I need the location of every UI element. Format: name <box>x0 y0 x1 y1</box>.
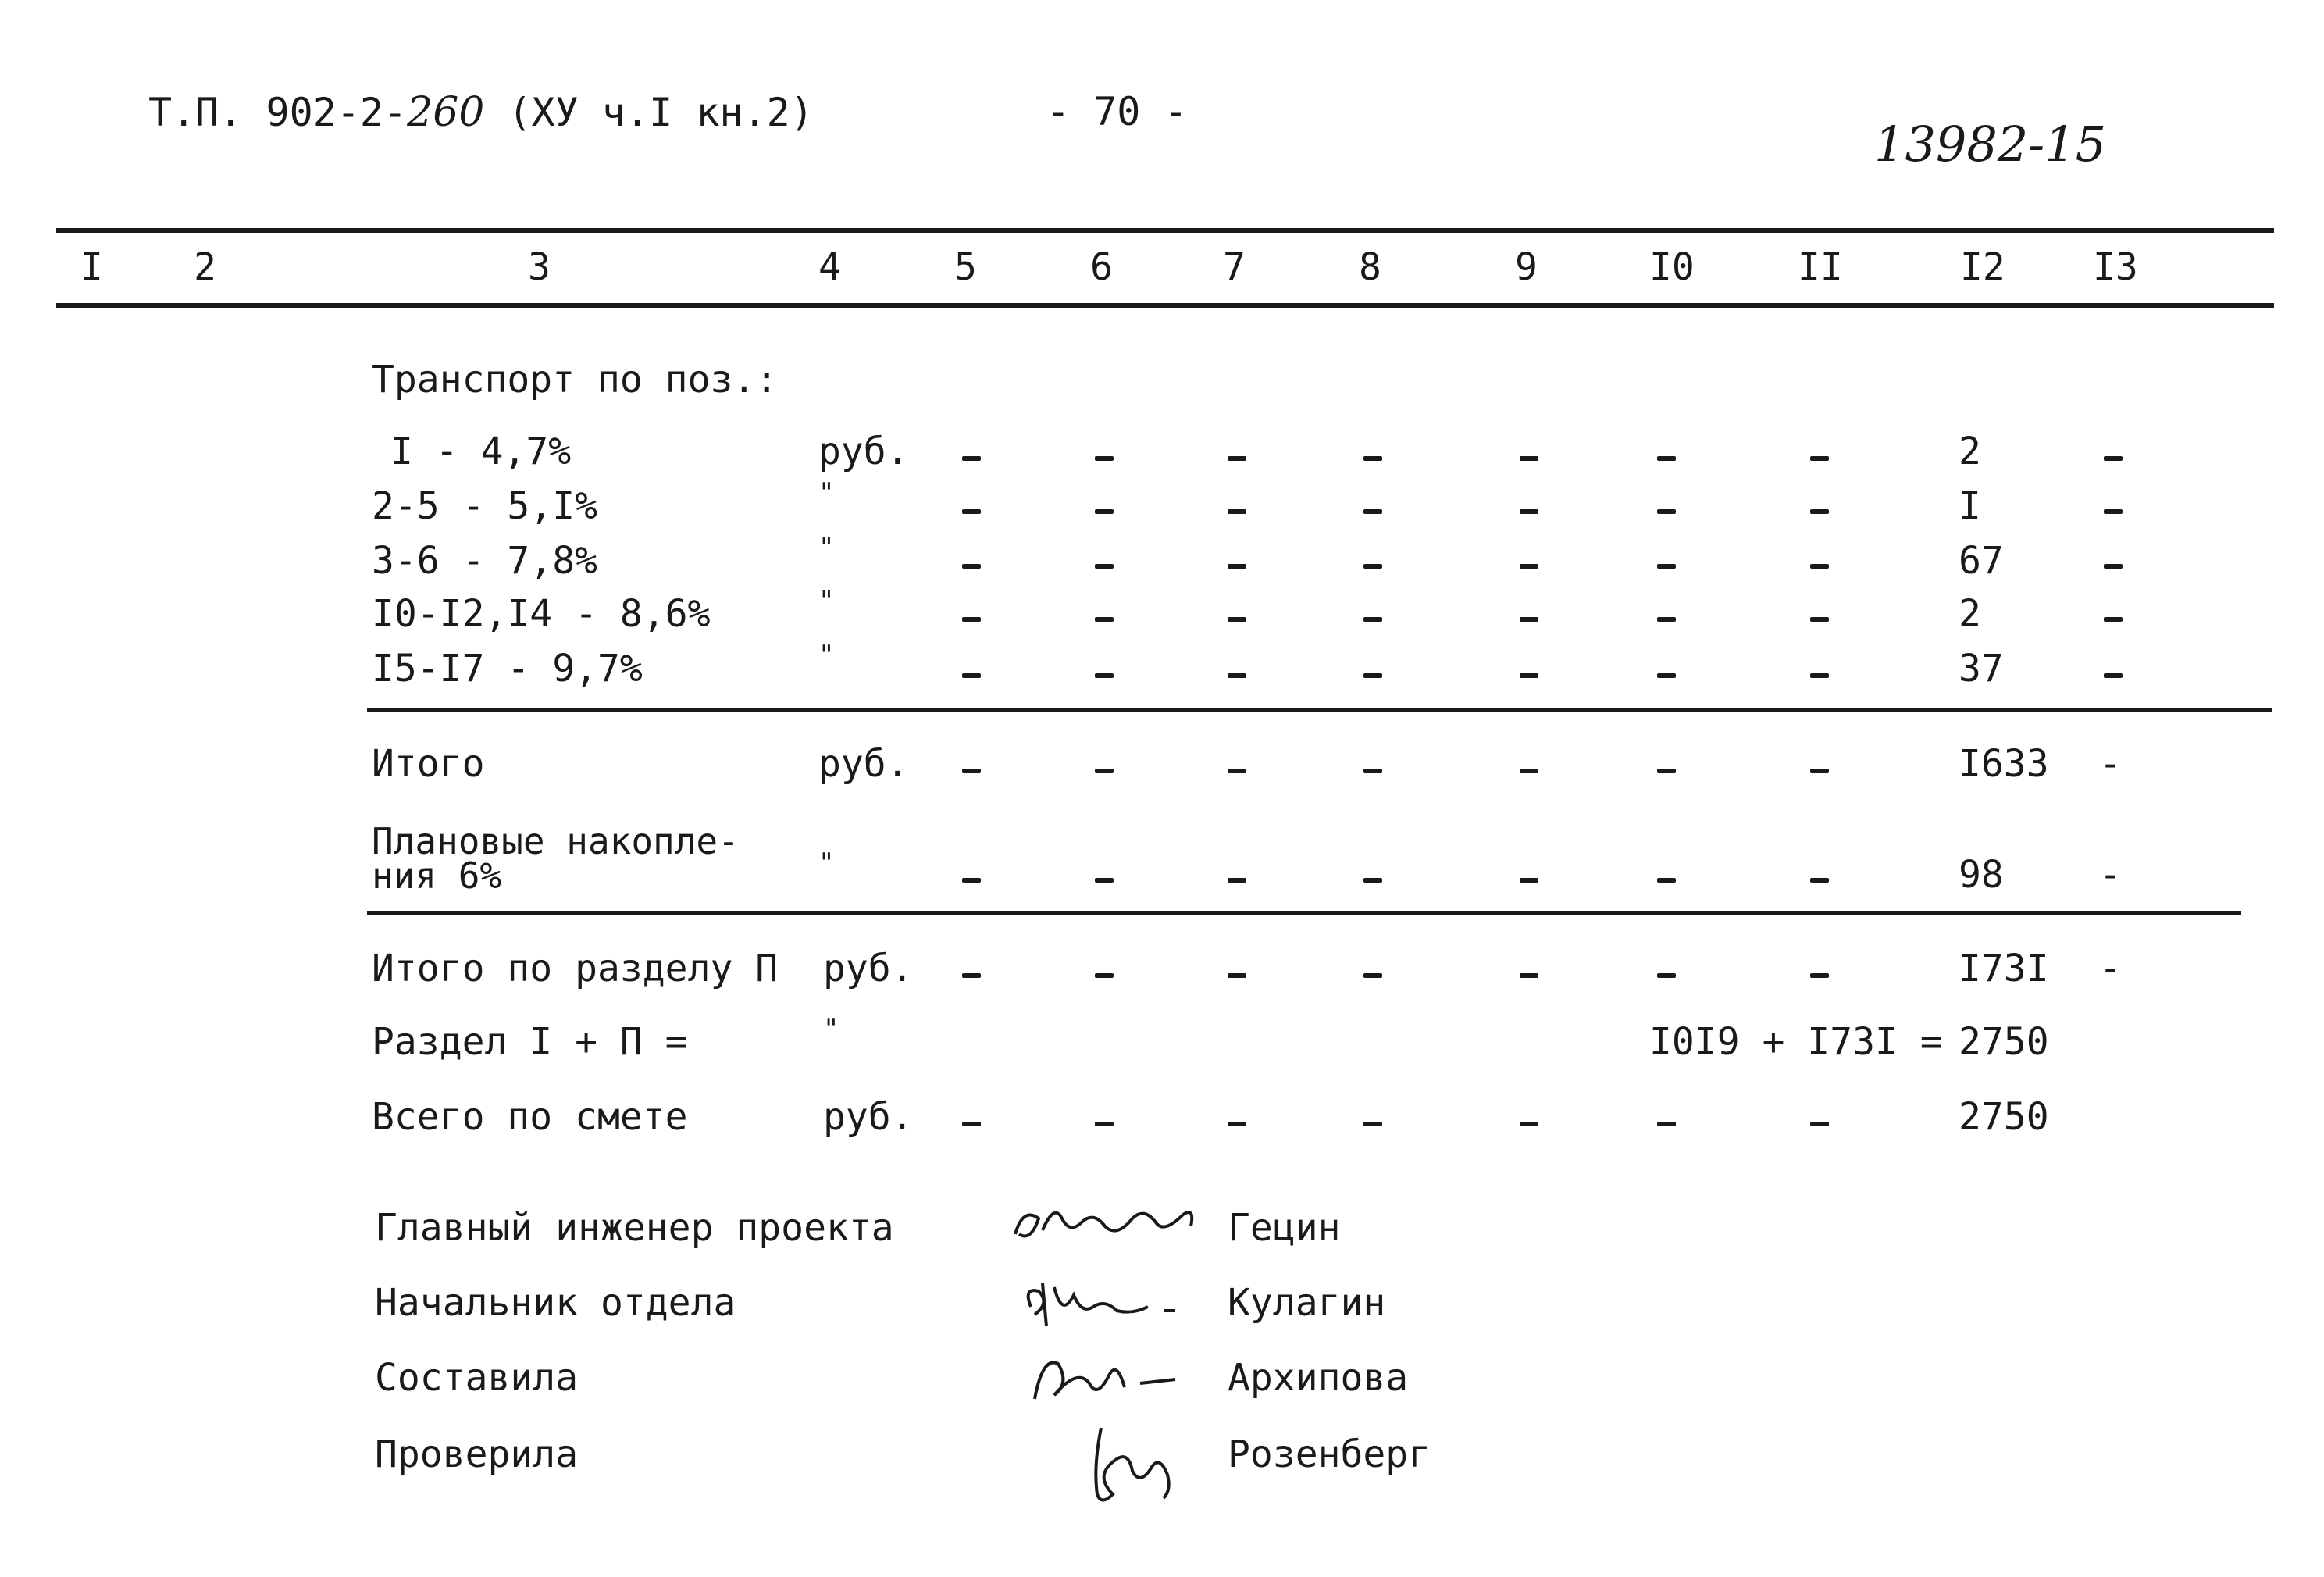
dash-mark <box>962 564 981 569</box>
dash-mark <box>1520 769 1538 773</box>
row-label: Итого по разделу П <box>372 947 779 990</box>
doc-suffix: (ХУ ч.I кн.2) <box>484 90 814 135</box>
dash-mark <box>1363 769 1382 773</box>
column-header: 2 <box>194 245 216 289</box>
dash-mark <box>1520 509 1538 514</box>
signature-role: Составила <box>375 1356 579 1400</box>
column-header: 5 <box>954 245 977 289</box>
transport-heading: Транспорт по поз.: <box>372 358 779 401</box>
row-col12: 2750 <box>1959 1020 2049 1064</box>
doc-prefix: Т.П. 902-2- <box>148 90 408 135</box>
doc-number-handwritten: 260 <box>407 89 485 136</box>
document-code <box>148 89 814 136</box>
dash-mark <box>962 456 981 461</box>
dash-mark <box>1095 1122 1114 1126</box>
dash-mark <box>1520 878 1538 883</box>
column-header: 7 <box>1223 245 1246 289</box>
row-unit: руб. <box>818 742 909 786</box>
dash-mark <box>2104 509 2123 514</box>
row-label-line1: Плановые накопле- <box>372 820 740 862</box>
dash-mark <box>962 973 981 978</box>
row-col12: 2750 <box>1959 1095 2049 1139</box>
dash-mark <box>1095 769 1114 773</box>
dash-mark <box>1810 769 1829 773</box>
dash-mark <box>1657 617 1676 622</box>
dash-mark <box>1520 617 1538 622</box>
dash-mark <box>1095 673 1114 678</box>
signature-role: Начальник отдела <box>375 1281 736 1325</box>
dash-mark <box>1810 878 1829 883</box>
row-unit: " <box>818 477 835 508</box>
column-header: 6 <box>1090 245 1113 289</box>
dash-mark <box>1810 564 1829 569</box>
dash-mark <box>1228 973 1246 978</box>
row-unit: " <box>818 585 835 616</box>
signature-role: Проверила <box>375 1433 579 1476</box>
column-header: I <box>80 245 103 289</box>
row-label-line2: ния 6% <box>372 855 502 897</box>
dash-mark <box>1657 673 1676 678</box>
dash-mark <box>1363 973 1382 978</box>
dash-mark <box>1095 973 1114 978</box>
signature-name: Гецин <box>1228 1206 1341 1250</box>
page-number: - 70 - <box>1046 89 1188 134</box>
dash-mark <box>1095 564 1114 569</box>
row-col12: I <box>1959 484 1981 528</box>
signature-mark <box>1007 1195 1203 1261</box>
dash-mark <box>2104 673 2123 678</box>
dash-mark <box>962 673 981 678</box>
row-unit: " <box>818 532 835 563</box>
dash-mark <box>1228 878 1246 883</box>
section-total-rule <box>367 911 2241 915</box>
dash-mark <box>1363 509 1382 514</box>
dash-mark <box>1228 673 1246 678</box>
row-col13: - <box>2099 947 2122 990</box>
column-header: I2 <box>1960 245 2005 289</box>
signature-mark <box>1023 1340 1203 1422</box>
row-label: I5-I7 - 9,7% <box>372 647 643 690</box>
row-label: Раздел I + П = <box>372 1020 688 1064</box>
dash-mark <box>1363 564 1382 569</box>
header-top-rule <box>56 228 2274 233</box>
dash-mark <box>1095 509 1114 514</box>
dash-mark <box>1228 456 1246 461</box>
dash-mark <box>1228 617 1246 622</box>
row-label: Всего по смете <box>372 1095 688 1139</box>
dash-mark <box>1520 564 1538 569</box>
signature-mark <box>1015 1272 1203 1345</box>
row-col12: 67 <box>1959 539 2004 583</box>
sum-formula: I0I9 + I73I = <box>1649 1020 1943 1064</box>
signature-role: Главный инженер проекта <box>375 1206 894 1250</box>
row-col12: 98 <box>1959 853 2004 897</box>
row-label: I - 4,7% <box>390 430 572 473</box>
dash-mark <box>1810 673 1829 678</box>
dash-mark <box>1657 1122 1676 1126</box>
dash-mark <box>1228 1122 1246 1126</box>
row-unit: " <box>818 640 835 671</box>
dash-mark <box>1363 1122 1382 1126</box>
dash-mark <box>962 769 981 773</box>
column-header: I3 <box>2093 245 2138 289</box>
archive-number: 13982-15 <box>1874 116 2107 173</box>
row-col13: - <box>2099 853 2122 897</box>
dash-mark <box>1228 564 1246 569</box>
column-header: 4 <box>818 245 841 289</box>
signature-name: Кулагин <box>1228 1281 1386 1325</box>
dash-mark <box>2104 617 2123 622</box>
column-header: 8 <box>1359 245 1381 289</box>
dash-mark <box>1520 973 1538 978</box>
dash-mark <box>1363 456 1382 461</box>
dash-mark <box>962 878 981 883</box>
dash-mark <box>1657 973 1676 978</box>
dash-mark <box>2104 456 2123 461</box>
row-col12: I633 <box>1959 742 2049 786</box>
subtotal-rule <box>367 708 2272 712</box>
row-col12: 2 <box>1959 592 1981 636</box>
dash-mark <box>1810 456 1829 461</box>
row-label: I0-I2,I4 - 8,6% <box>372 592 711 636</box>
dash-mark <box>1810 1122 1829 1126</box>
dash-mark <box>1095 456 1114 461</box>
dash-mark <box>1520 1122 1538 1126</box>
dash-mark <box>1095 878 1114 883</box>
row-unit: " <box>823 1013 839 1044</box>
dash-mark <box>1095 617 1114 622</box>
row-col12: I73I <box>1959 947 2049 990</box>
dash-mark <box>1810 973 1829 978</box>
dash-mark <box>1810 617 1829 622</box>
dash-mark <box>1520 673 1538 678</box>
signature-name: Архипова <box>1228 1356 1409 1400</box>
row-unit: руб. <box>823 947 914 990</box>
row-col13: - <box>2099 742 2122 786</box>
dash-mark <box>962 617 981 622</box>
dash-mark <box>2104 564 2123 569</box>
row-label: 3-6 - 7,8% <box>372 539 597 583</box>
header-bottom-rule <box>56 303 2274 308</box>
dash-mark <box>1810 509 1829 514</box>
dash-mark <box>1363 673 1382 678</box>
dash-mark <box>1657 878 1676 883</box>
dash-mark <box>1363 617 1382 622</box>
dash-mark <box>1657 509 1676 514</box>
signature-name: Розенберг <box>1228 1433 1431 1476</box>
column-header: 9 <box>1515 245 1538 289</box>
row-col12: 37 <box>1959 647 2004 690</box>
signature-mark <box>1070 1412 1195 1517</box>
row-unit: руб. <box>818 430 909 473</box>
dash-mark <box>1228 509 1246 514</box>
column-header: I0 <box>1649 245 1695 289</box>
dash-mark <box>1520 456 1538 461</box>
dash-mark <box>1363 878 1382 883</box>
dash-mark <box>1228 769 1246 773</box>
dash-mark <box>1657 564 1676 569</box>
dash-mark <box>1657 769 1676 773</box>
row-label: Итого <box>372 742 485 786</box>
row-unit: " <box>818 847 835 879</box>
row-col12: 2 <box>1959 430 1981 473</box>
column-header: 3 <box>528 245 551 289</box>
dash-mark <box>962 1122 981 1126</box>
dash-mark <box>1657 456 1676 461</box>
column-header: II <box>1798 245 1843 289</box>
row-label: 2-5 - 5,I% <box>372 484 597 528</box>
row-unit: руб. <box>823 1095 914 1139</box>
dash-mark <box>962 509 981 514</box>
